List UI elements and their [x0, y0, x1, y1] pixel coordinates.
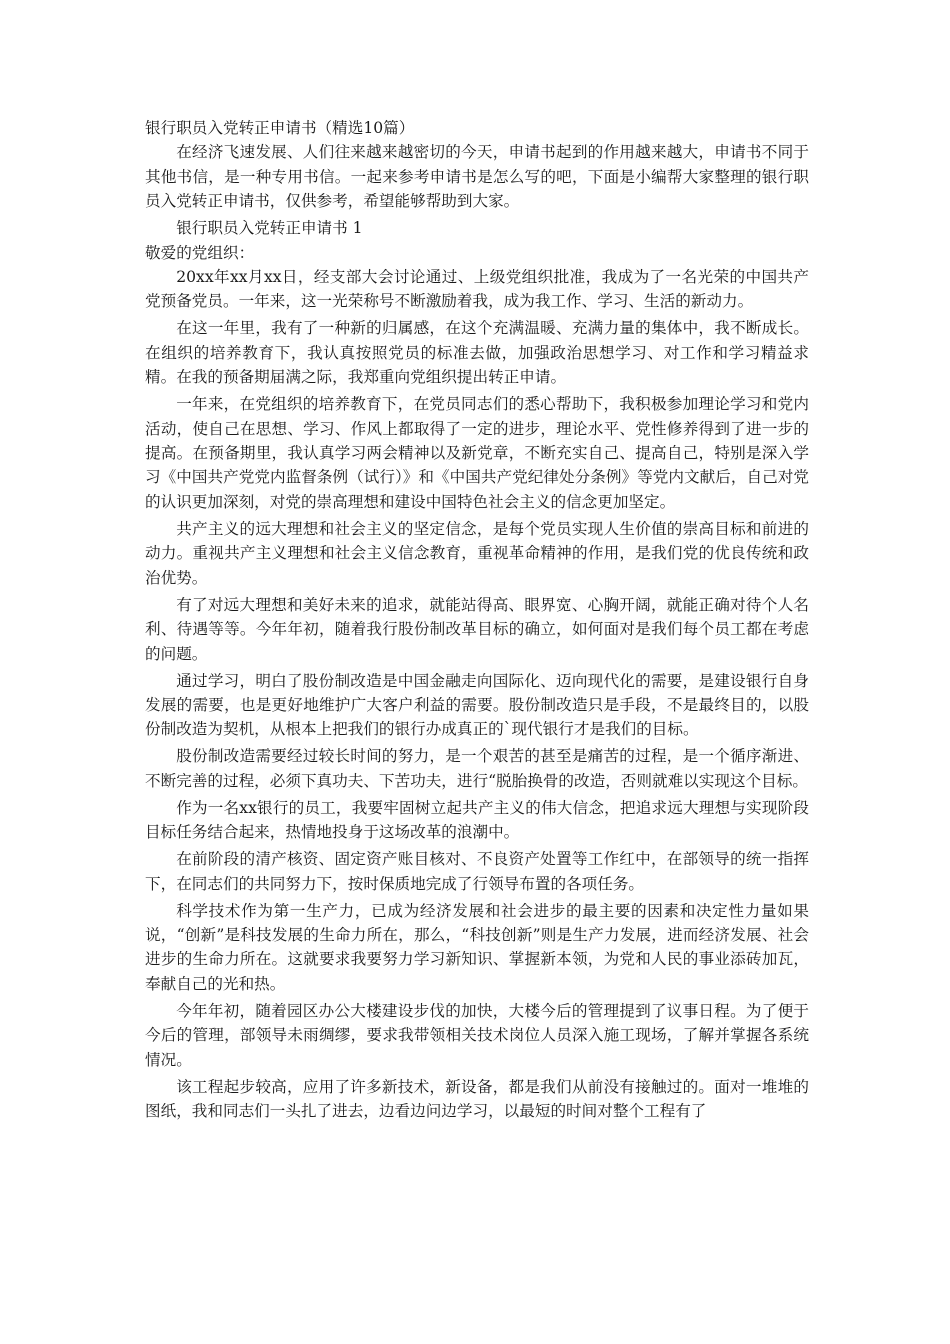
document-title: 银行职员入党转正申请书（精选10篇）	[145, 119, 415, 137]
body-paragraph: 一年来，在党组织的培养教育下，在党员同志们的悉心帮助下，我积极参加理论学习和党内活动，使自己在思想、学习、作风上都取得了一定的进步，理论水平、党性修养得到了进一步的提高。在预备期里，我认真学习两会精神以及新党章，不断充实自己、提高自己，特别是深入学习《中国共产党党内监督条例（试行）》和《中国共产党纪律处分条例》等党内文献后，自己对党的认识更加深刻，对党的崇高理想和建设中国特色社会主义的信念更加坚定。	[145, 395, 809, 511]
body-paragraph: 今年年初，随着园区办公大楼建设步伐的加快，大楼今后的管理提到了议事日程。为了便于今后的管理，部领导未雨绸缪，要求我带领相关技术岗位人员深入施工现场，了解并掌握各系统情况。	[145, 1001, 809, 1069]
body-paragraph: 股份制改造需要经过较长时间的努力，是一个艰苦的甚至是痛苦的过程，是一个循序渐进、不断完善的过程，必须下真功夫、下苦功夫，进行“脱胎换骨的改造，否则就难以实现这个目标。	[145, 747, 809, 790]
intro-paragraph: 在经济飞速发展、人们往来越来越密切的今天，申请书起到的作用越来越大，申请书不同于其他书信，是一种专用书信。一起来参考申请书是怎么写的吧，下面是小编帮大家整理的银行职员入党转正申请书，仅供参考，希望能够帮助到大家。	[145, 143, 809, 211]
section-heading: 银行职员入党转正申请书 1	[176, 219, 363, 238]
body-paragraph: 该工程起步较高，应用了许多新技术，新设备，都是我们从前没有接触过的。面对一堆堆的图纸，我和同志们一头扎了进去，边看边问边学习，以最短的时间对整个工程有了	[145, 1077, 809, 1120]
body-paragraph: 20xx年xx月xx日，经支部大会讨论通过、上级党组织批准，我成为了一名光荣的中国共产党预备党员。一年来，这一光荣称号不断激励着我，成为我工作、学习、生活的新动力。	[145, 268, 809, 311]
body-paragraph: 通过学习，明白了股份制改造是中国金融走向国际化、迈向现代化的需要，是建设银行自身发展的需要，也是更好地维护广大客户利益的需要。股份制改造只是手段，不是最终目的，以股份制改造为契机，从根本上把我们的银行办成真正的`现代银行才是我们的目标。	[145, 671, 809, 739]
salutation: 敬爱的党组织：	[145, 243, 255, 262]
body-paragraph: 有了对远大理想和美好未来的追求，就能站得高、眼界宽、心胸开阔，就能正确对待个人名利、待遇等等。今年年初，随着我行股份制改革目标的确立，如何面对是我们每个员工都在考虑的问题。	[145, 595, 809, 663]
document-body	[145, 116, 809, 1126]
body-paragraph: 在这一年里，我有了一种新的归属感，在这个充满温暖、充满力量的集体中，我不断成长。在组织的培养教育下，我认真按照党员的标准去做，加强政治思想学习、对工作和学习精益求精。在我的预备期届满之际，我郑重向党组织提出转正申请。	[145, 319, 809, 387]
body-paragraph: 作为一名xx银行的员工，我要牢固树立起共产主义的伟大信念，把追求远大理想与实现阶段目标任务结合起来，热情地投身于这场改革的浪潮中。	[145, 798, 809, 842]
body-paragraph: 共产主义的远大理想和社会主义的坚定信念，是每个党员实现人生价值的崇高目标和前进的动力。重视共产主义理想和社会主义信念教育，重视革命精神的作用，是我们党的优良传统和政治优势。	[145, 519, 809, 587]
body-paragraph: 在前阶段的清产核资、固定资产账目核对、不良资产处置等工作红中，在部领导的统一指挥下，在同志们的共同努力下，按时保质地完成了行领导布置的各项任务。	[145, 850, 809, 893]
body-paragraph: 科学技术作为第一生产力，已成为经济发展和社会进步的最主要的因素和决定性力量如果说，“创新”是科技发展的生命力所在，那么，“科技创新”则是生产力发展，进而经济发展、社会进步的生命力所在。这就要求我要努力学习新知识、掌握新本领，为党和人民的事业添砖加瓦，奉献自己的光和热。	[145, 901, 809, 993]
